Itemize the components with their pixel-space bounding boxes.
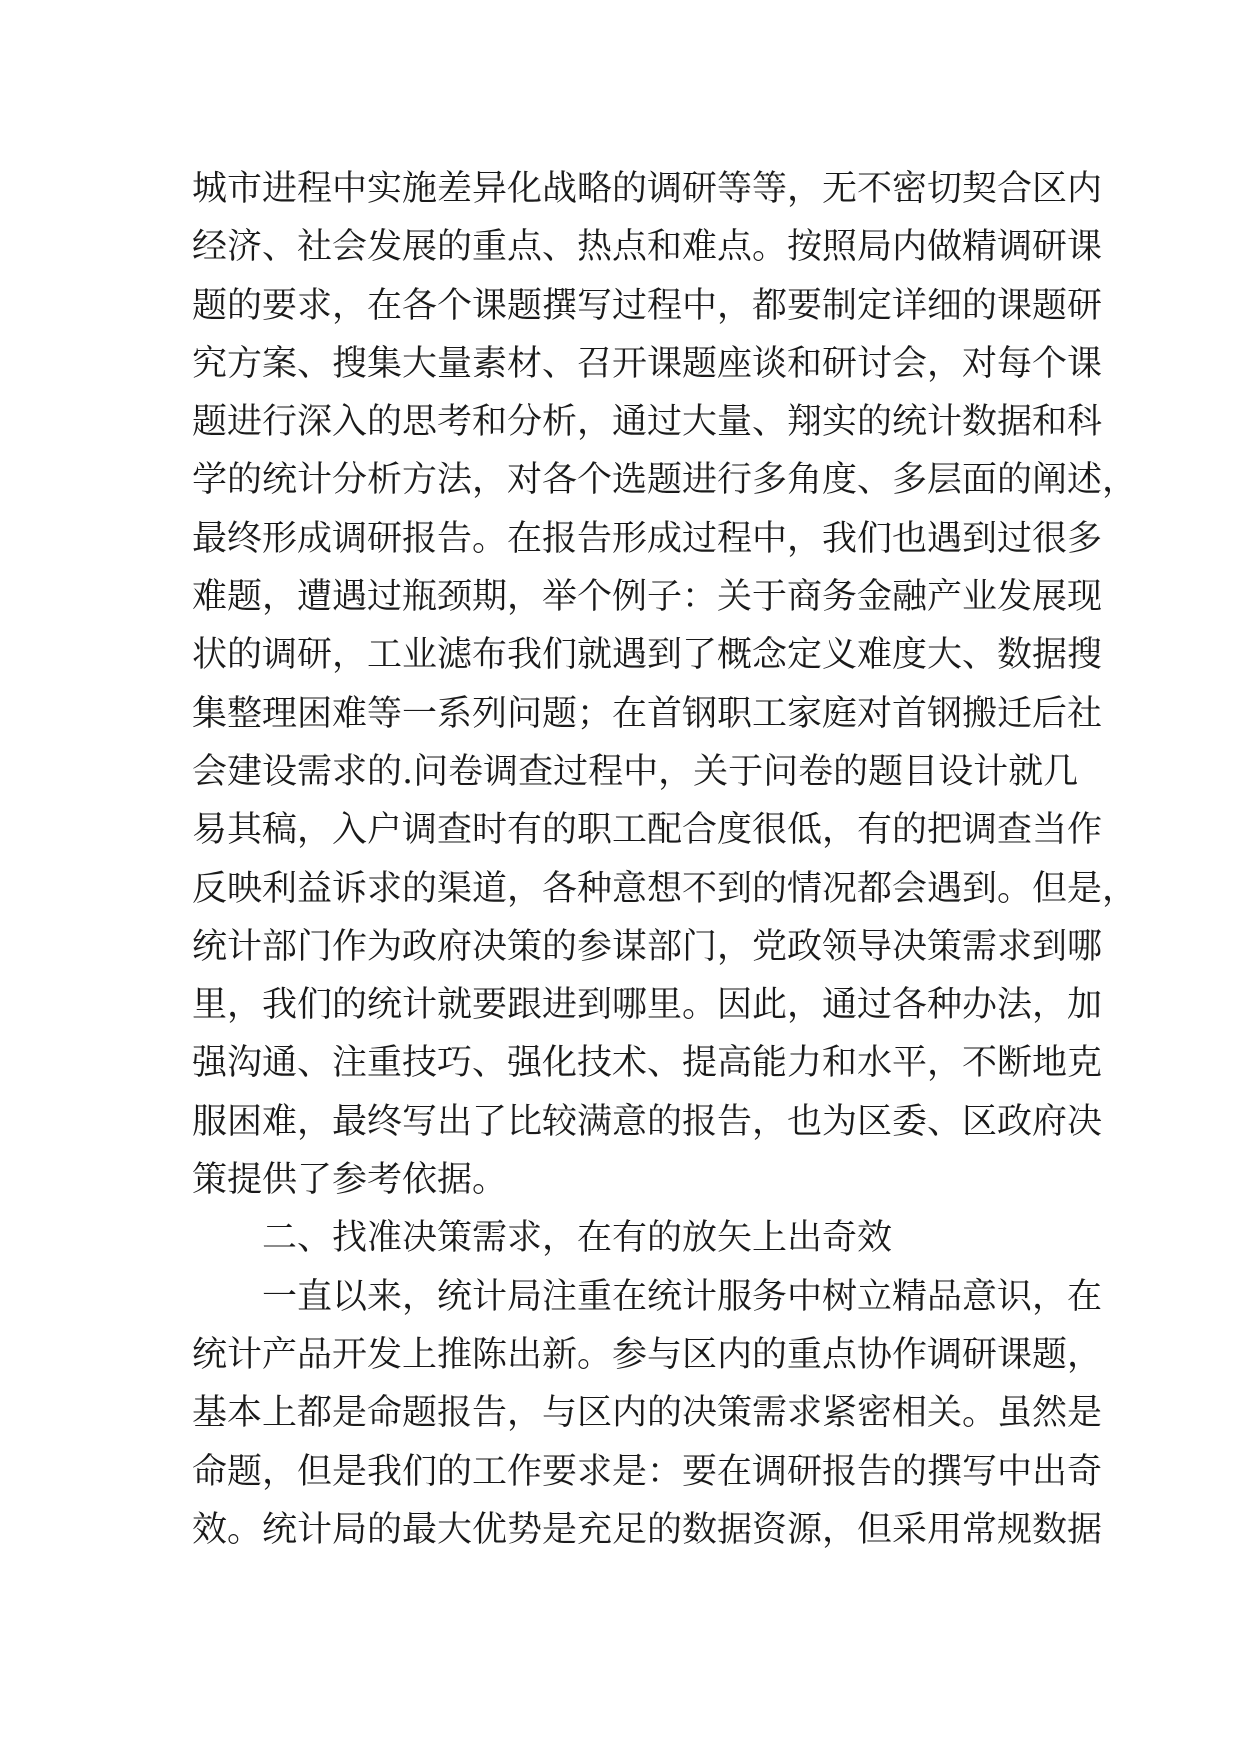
paragraph-line: 城市进程中实施差异化战略的调研等等，无不密切契合区内 — [192, 169, 1103, 209]
paragraph-line: 易其稿，入户调查时有的职工配合度很低，有的把调查当作 — [192, 810, 1103, 851]
paragraph-line: 服困难，最终写出了比较满意的报告，也为区委、区政府决 — [192, 1101, 1103, 1142]
paragraph-line: 基本上都是命题报告，与区内的决策需求紧密相关。虽然是 — [192, 1393, 1103, 1434]
paragraph-line: 策提供了参考依据。 — [192, 1160, 508, 1201]
paragraph-line: 效。统计局的最大优势是充足的数据资源，但采用常规数据 — [192, 1509, 1103, 1550]
paragraph-line: 最终形成调研报告。在报告形成过程中，我们也遇到过很多 — [192, 518, 1103, 559]
paragraph-line: 会建设需求的.问卷调查过程中，关于问卷的题目设计就几 — [192, 751, 1079, 792]
paragraph-line: 统计部门作为政府决策的参谋部门，党政领导决策需求到哪 — [192, 926, 1103, 967]
paragraph-line: 命题，但是我们的工作要求是：要在调研报告的撰写中出奇 — [192, 1451, 1103, 1492]
paragraph-line: 统计产品开发上推陈出新。参与区内的重点协作调研课题， — [192, 1334, 1103, 1375]
paragraph-line: 题的要求，在各个课题撰写过程中，都要制定详细的课题研 — [192, 285, 1103, 326]
section-heading: 二、找准决策需求，在有的放矢上出奇效 — [262, 1218, 893, 1259]
paragraph-line: 强沟通、注重技巧、强化技术、提高能力和水平，不断地克 — [192, 1043, 1103, 1084]
paragraph-line: 一直以来，统计局注重在统计服务中树立精品意识，在 — [262, 1276, 1103, 1317]
paragraph-line: 难题，遭遇过瓶颈期，举个例子：关于商务金融产业发展现 — [192, 577, 1103, 618]
paragraph-line: 学的统计分析方法，对各个选题进行多角度、多层面的阐述， — [192, 460, 1138, 501]
document-body — [192, 160, 1138, 1559]
paragraph-line: 究方案、搜集大量素材、召开课题座谈和研讨会，对每个课 — [192, 343, 1103, 384]
paragraph-line: 里，我们的统计就要跟进到哪里。因此，通过各种办法，加 — [192, 985, 1103, 1026]
paragraph-line: 经济、社会发展的重点、热点和难点。按照局内做精调研课 — [192, 227, 1103, 268]
paragraph-line: 状的调研，工业滤布我们就遇到了概念定义难度大、数据搜 — [192, 635, 1103, 676]
paragraph-line: 题进行深入的思考和分析，通过大量、翔实的统计数据和科 — [192, 402, 1103, 443]
paragraph-line: 反映利益诉求的渠道，各种意想不到的情况都会遇到。但是， — [192, 868, 1138, 909]
paragraph-line: 集整理困难等一系列问题；在首钢职工家庭对首钢搬迁后社 — [192, 693, 1103, 734]
